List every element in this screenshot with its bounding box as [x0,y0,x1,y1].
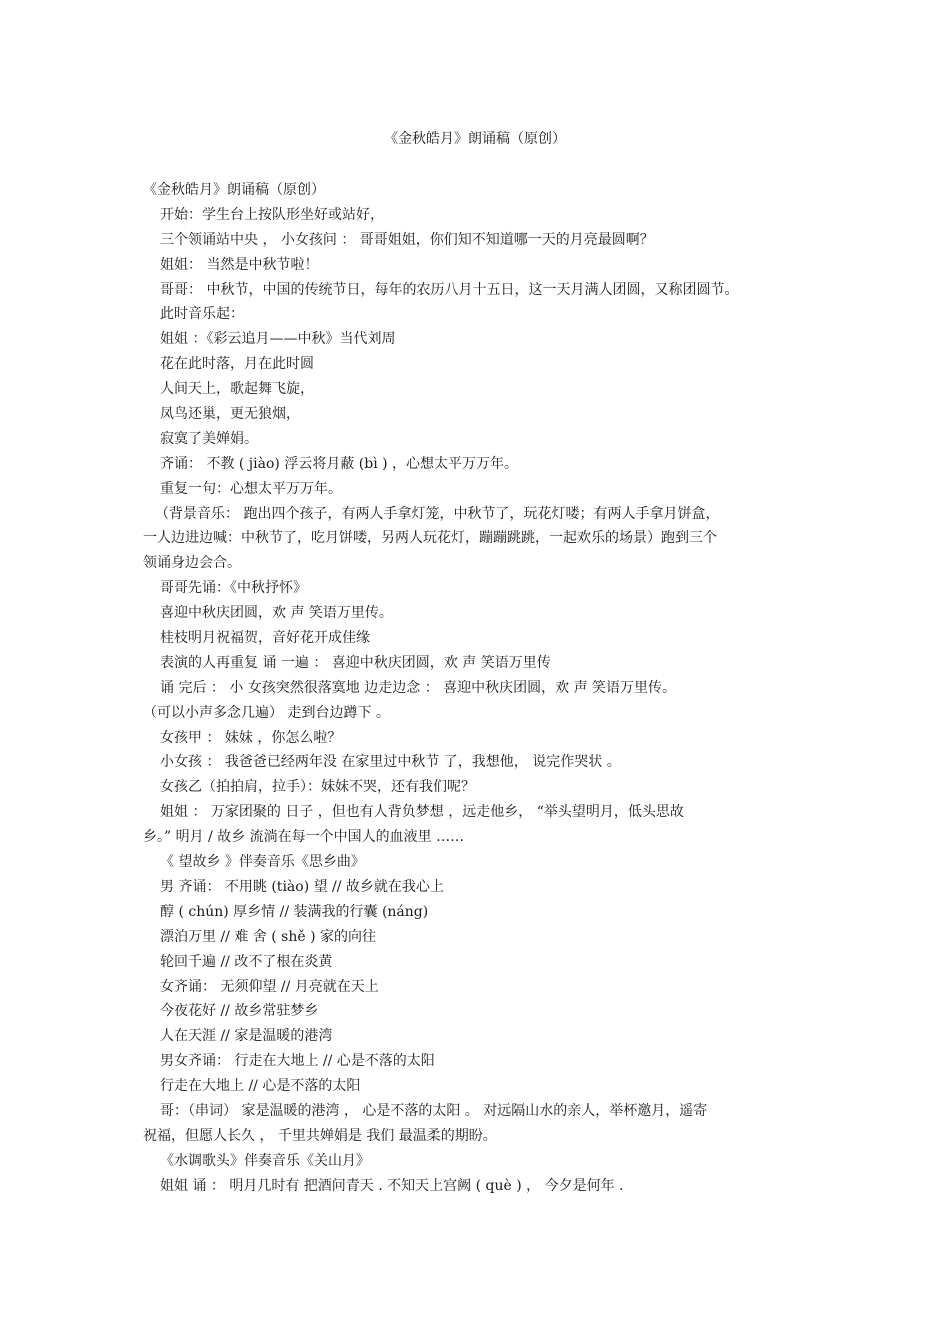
text-line: 漂泊万里 // 难 舍 ( shě ) 家的向往 [160,928,376,945]
text-line: 哥：（串词） 家是温暖的港湾 ， 心是不落的太阳 。 对远隔山水的亲人，举杯邀月，遥寄 [160,1102,708,1119]
text-line: 人间天上，歌起舞飞旋， [160,381,314,398]
text-line: 诵 完后 ： 小 女孩突然很落寞地 边走边念 ： 喜迎中秋庆团圆，欢 声 笑语万里传。 [160,679,677,696]
text-line: 男女齐诵： 行走在大地上 // 心是不落的太阳 [160,1053,435,1070]
text-line: 人在天涯 // 家是温暖的港湾 [160,1028,333,1045]
text-line: 姐姐： 当然是中秋节啦！ [160,256,319,273]
text-line: 寂寞了美婵娟。 [160,430,258,447]
text-line: 姐姐 ： 万家团聚的 日子 ，但也有人背负梦想 ，远走他乡， “举头望明月，低头思故 [160,804,684,821]
text-line: 行走在大地上 // 心是不落的太阳 [160,1078,361,1095]
text-line: 女孩乙（拍拍肩，拉手）：妹妹不哭，还有我们呢？ [160,779,475,796]
text-line: 姐姐 ：《彩云追月——中秋》当代刘周 [160,331,396,348]
text-line: 开始：学生台上按队形坐好或站好， [160,206,384,223]
text-line: 女齐诵： 无须仰望 // 月亮就在天上 [160,978,379,995]
text-line: 祝福，但愿人长久 ， 千里共婵娟是 我们 最温柔的期盼。 [143,1127,497,1144]
text-line: 小女孩 ： 我爸爸已经两年没 在家里过中秋节 了，我想他， 说完作哭状 。 [160,754,621,771]
text-line: 男 齐诵： 不用眺 (tiào) 望 // 故乡就在我心上 [160,878,444,895]
text-line: 哥哥： 中秋节，中国的传统节日，每年的农历八月十五日，这一天月满人团圆，又称团圆节。 [160,281,739,298]
document-body [143,178,833,1199]
text-line: 姐姐 诵 ： 明月几时有 把酒问青天 . 不知天上宫阙 ( què ) ， 今夕是何年 . [160,1177,624,1194]
text-line: 轮回千遍 // 改不了根在炎黄 [160,953,333,970]
text-line: 凤鸟还巢，更无狼烟， [160,406,300,423]
text-line: 《金秋皓月》朗诵稿（原创） [143,182,325,198]
text-line: （背景音乐： 跑出四个孩子，有两人手拿灯笼，中秋节了，玩花灯喽；有两人手拿月饼盒， [155,505,720,522]
text-line: 此时音乐起： [160,306,244,323]
text-line: 《 望故乡 》伴奏音乐《思乡曲》 [160,854,365,871]
text-line: 重复一句：心想太平万万年。 [160,480,342,497]
text-line: 女孩甲 ： 妹妹 ，你怎么啦？ [160,729,342,746]
text-line: （可以小声多念几遍） 走到台边蹲下 。 [143,704,390,721]
text-line: 领诵身边会合。 [143,555,241,572]
text-line: 花在此时落，月在此时圆 [160,356,314,373]
text-line: 《水调歌头》伴奏音乐《关山月》 [160,1152,370,1169]
text-line: 乡。” 明月 / 故乡 流淌在每一个中国人的血液里 …… [143,829,465,846]
text-line: 三个领诵站中央 ， 小女孩问 ： 哥哥姐姐，你们知不知道哪一天的月亮最圆啊？ [160,231,654,248]
text-line: 喜迎中秋庆团圆，欢 声 笑语万里传。 [160,605,393,622]
text-line: 齐诵： 不教 ( jiào) 浮云将月蔽 (bì ) ，心想太平万万年。 [160,455,519,472]
text-line: 哥哥先诵：《中秋抒怀》 [160,580,307,597]
page-title: 《金秋皓月》朗诵稿（原创） [384,131,566,147]
text-line: 一人边进边喊：中秋节了，吃月饼喽，另两人玩花灯，蹦蹦跳跳，一起欢乐的场景）跑到三个 [143,530,717,547]
text-line: 表演的人再重复 诵 一遍 ： 喜迎中秋庆团圆，欢 声 笑语万里传 [160,654,551,671]
text-line: 今夜花好 // 故乡常驻梦乡 [160,1003,319,1020]
text-line: 醇 ( chún) 厚乡情 // 装满我的行囊 (náng) [160,903,429,920]
text-line: 桂枝明月祝福贺，音好花开成佳缘 [160,630,370,647]
